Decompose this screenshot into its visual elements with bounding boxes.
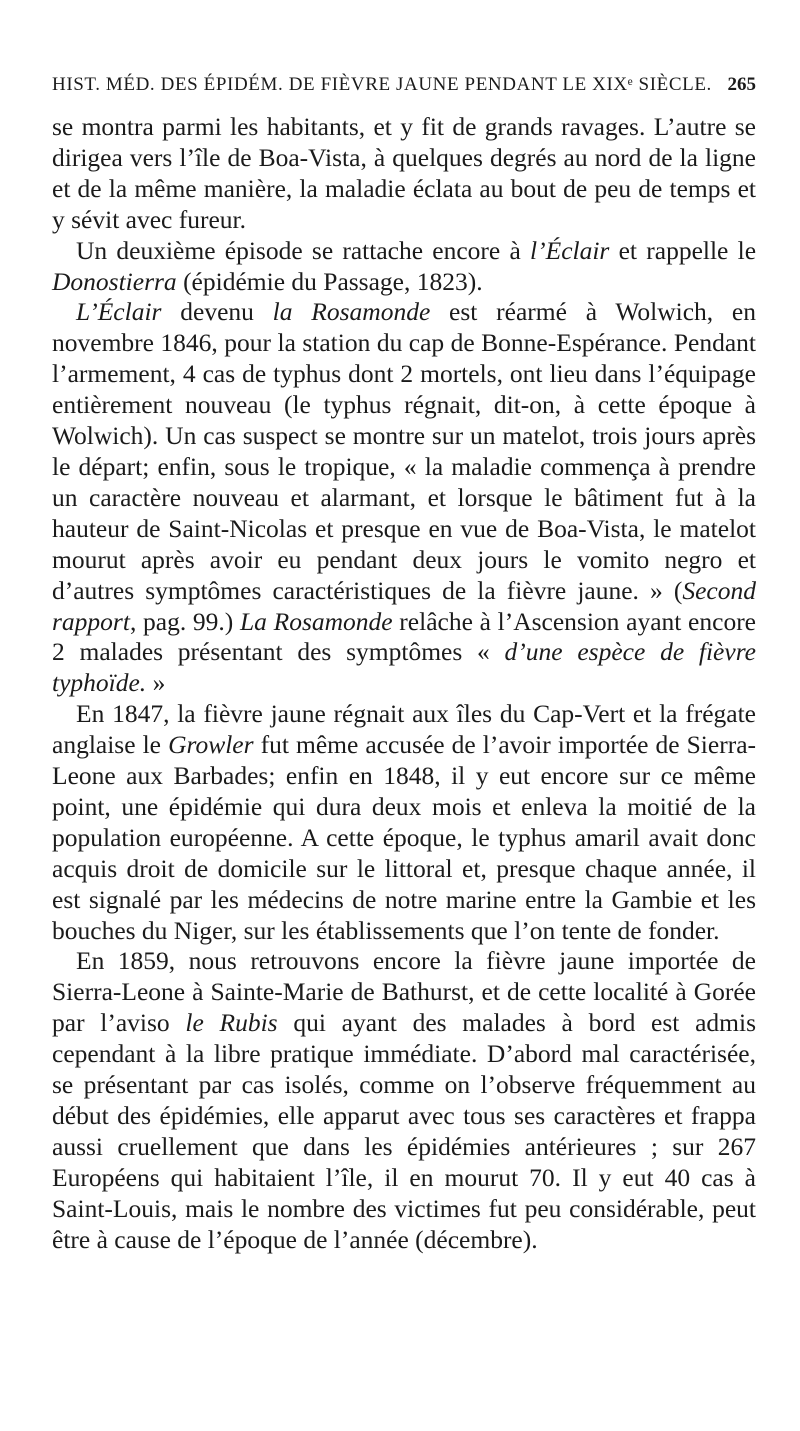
text-run: fut même accusée de l’avoir importée de Sierra-Leone aux Barbades; enfin en 1848, il y eut encore sur ce même point, une épidémie qui dura deux mois et enleva la moitié de la population européenne. A cette époque, le typhus amaril avait donc acquis droit de domicile sur le littoral et, presque chaque année, il est signalé par les médecins de notre marine entre la Gambie et les bouches du Niger, sur les établissements que l’on tente de fonder. — [52, 730, 756, 945]
text-run: est réarmé à Wolwich, en novembre 1846, pour la station du cap de Bonne-Espérance. Pendant l’armement, 4 cas de typhus dont 2 mortels, ont lieu dans l’équipage entièrement nouveau (le typhus régnait, dit-on, à cette époque à Wolwich). Un cas suspect se montre sur un matelot, trois jours après le départ; enfin, sous le tropique, « la maladie commença à prendre un caractère nouveau et alarmant, et lorsque le bâtiment fut à la hauteur de Saint-Nicolas et presque en vue de Boa-Vista, le matelot mourut après avoir eu pendant deux jours le vomito negro et d’autres symptômes caractéristiques de la fièvre jaune. » ( — [52, 297, 756, 605]
text-run: (épidémie du Passage, 1823). — [176, 266, 483, 296]
paragraph — [52, 112, 756, 236]
italic-text: Donostierra — [52, 266, 177, 296]
text-run: devenu — [161, 297, 273, 327]
italic-text: l’Éclair — [530, 235, 610, 265]
paragraph — [52, 236, 756, 298]
text-run: se montra parmi les habitants, et y fit de grands ravages. L’autre se dirigea vers l’île de Boa-Vista, à quelques degrés au nord de la ligne et de la même manière, la maladie éclata au bout de peu de temps et y sévit avec fureur. — [52, 112, 756, 234]
text-run: Un deuxième épisode se rattache encore à — [76, 235, 531, 265]
paragraph — [52, 699, 756, 946]
text-run: et rappelle le — [609, 235, 757, 265]
paragraph — [52, 297, 756, 699]
running-title: HIST. MÉD. DES ÉPIDÉM. DE FIÈVRE JAUNE PENDANT LE XIXᵉ SIÈCLE. — [52, 74, 712, 95]
page-number: 265 — [727, 74, 756, 95]
text-run: En 1847, la fièvre jaune régnait aux îles du Cap-Vert et la frégate anglaise le — [52, 699, 756, 760]
text-run: , pag. 99.) — [129, 606, 240, 636]
running-header — [52, 74, 756, 102]
paragraph — [52, 946, 756, 1255]
italic-text: la Rosamonde — [272, 297, 431, 327]
italic-text: La Rosamonde — [239, 606, 393, 636]
italic-text: le Rubis — [185, 1008, 278, 1038]
text-run: qui ayant des malades à bord est admis cependant à la libre pratique immédiate. D’abord mal caractérisée, se présentant par cas isolés, comme on l’observe fréquemment au début des épidémies, elle apparut avec tous ses caractères et frappa aussi cruellement que dans les épidémies antérieures ; sur 267 Européens qui habitaient l’île, il en mourut 70. Il y eut 40 cas à Saint-Louis, mais le nombre des victimes fut peu considérable, peut être à cause de l’époque de l’année (décembre). — [52, 1008, 756, 1254]
italic-text: Second rapport — [52, 575, 756, 636]
text-run: » — [146, 668, 166, 698]
italic-text: L’Éclair — [76, 297, 162, 327]
italic-text: Growler — [168, 730, 254, 760]
italic-text: d’une espèce de fièvre typhoïde. — [52, 637, 756, 698]
body-text — [52, 112, 756, 1256]
text-run: relâche à l’Ascension ayant encore 2 malades présentant des symptômes « — [52, 606, 757, 667]
text-run: En 1859, nous retrouvons encore la fièvre jaune importée de Sierra-Leone à Sainte-Marie de Bathurst, et de cette localité à Gorée par l’aviso — [52, 946, 756, 1038]
